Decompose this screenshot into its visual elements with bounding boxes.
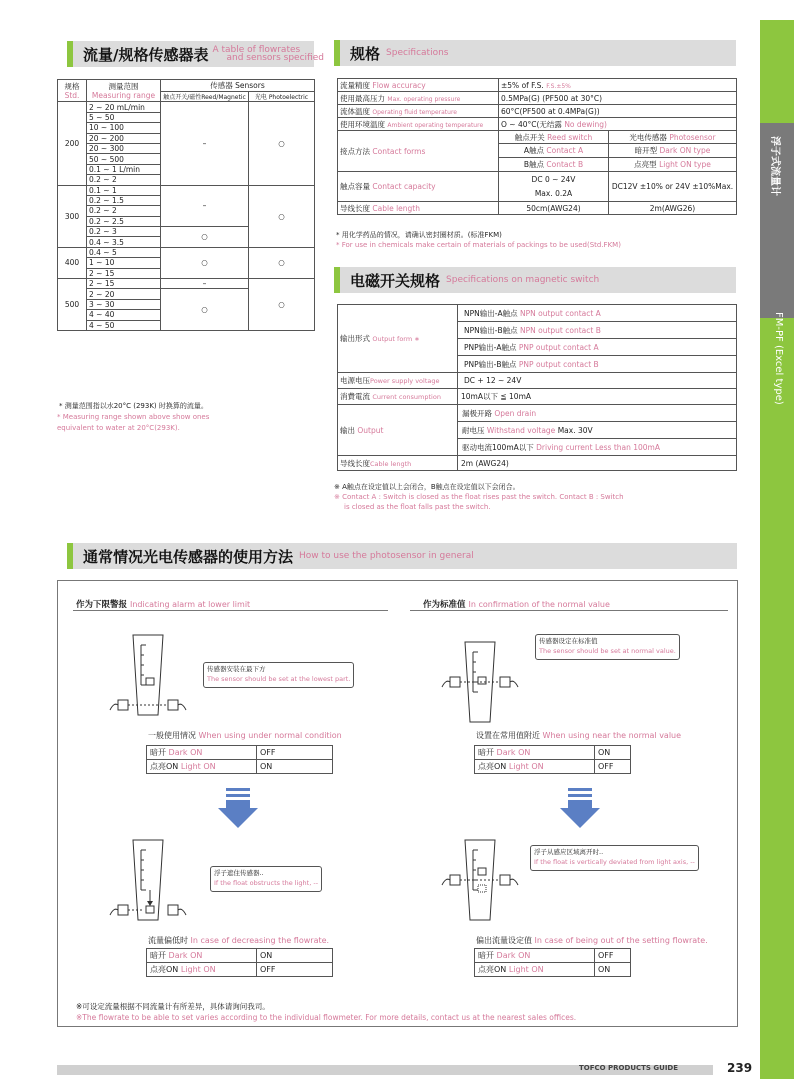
side-tab-en: FM-PF (Excel type) [773,312,784,405]
bottom-note-en: ※The flowrate to be able to set varies according to the individual flowmeter. For more details, contact us at the nearest sales offices. [76,1013,577,1022]
right-divider [410,610,728,611]
spec-table: 流量精度 Flow accuracy ±5% of F.S. F.S.±5% 使用最高压力 Max. operating pressure 0.5MPa(G) (PF500 at 30°C) 流体温度 Operating fluid temperature 60°C(PF500 at 0.4MPa(G)) 使用环境温度 Ambient operating temperature O ~ 40°C(无结露 No dewing) 接点方法 Contact forms 触点开关 Reed switch 光电传感器 Photosensor A触点 Contact A 暗开型 Dark ON type B触点 Contact B 点亮型 Light ON type 触点容量 Contact capacity DC 0 ~ 24V Max. 0.2A DC12V ±10% or 24V ±10%Max. 导线长度 Cable length 50cm(AWG24) 2m(AWG26) [337,78,737,215]
right-state-table-2: 暗开 Dark ON OFF 点亮ON Light ON ON [474,948,631,977]
flowrate-note-cn: * 测量范围指以水20°C (293K) 时换算的流量。 [59,402,208,410]
left-caption-1: 一般使用情况 When using under normal condition [148,731,342,740]
section-flowrate-title [67,41,324,67]
magnetic-table: 输出形式 Output form ∗ NPN输出-A触点 NPN output contact A NPN输出-B触点 NPN output contact B PNP输出-A触点 PNP output contact A PNP输出-B触点 PNP output contact B 电源电压Power supply voltage DC + 12 ~ 24V 消費電流 Current consumption 10mA以下 ≦ 10mA 输出 Output 漏极开路 Open drain 耐电压 Withstand voltage Max. 30V 驱动电流100mA以下 Driving current Less than 100mA 导线长度Cable length 2m (AWG24) [337,304,737,471]
right-callout-2: 浮子从感应区域离开时.. If the float is vertically deviated from light axis, -- [530,845,699,871]
section-magnetic-title: 电磁开关规格 Specifications on magnetic switch [334,267,736,293]
bottom-note-cn: ※可设定流量根据不同流量计有所差异，具体请询问我司。 [76,1002,270,1011]
right-caption-1: 设置在常用值附近 When using near the normal value [476,731,682,740]
flowmeter-diagram-4 [440,835,520,925]
left-divider [73,610,388,611]
side-tab-cn: 浮子式流量计 [769,136,780,196]
left-panel-title: 作为下限警报 Indicating alarm at lower limit [76,600,251,610]
mag-note-cn: ※ A触点在设定值以上会闭合，B触点在设定值以下会闭合。 [334,483,520,491]
flowmeter-diagram-3 [440,637,520,727]
section-photosensor-title: 通常情况光电传感器的使用方法 How to use the photosensor in general [67,543,737,569]
footer-guide: TOFCO PRODUCTS GUIDE [579,1064,679,1072]
right-panel-title: 作为标准值 In confirmation of the normal value [423,600,610,610]
section-title-cn: 流量/规格传感器表 [83,45,209,64]
flowrate-table: 规格 Std. 测量范围 Measuring range 传感器 Sensors 触点开关/磁性Reed/Magnetic 光电 Photoelectric 200 2 ~ 20 mL/min – ○ 5 ~ 50 10 ~ 100 20 ~ 200 20 ~ 300 50 ~ 500 0.1 ~ 1 L/min 0.2 ~ 2 300 0.1 ~ 1 – ○ 0.2 ~ 1.5 0.2 ~ 2 0.2 ~ 2.5 0.2 ~ 3 ○ 0.4 ~ 3.5 400 0.4 ~ 5 ○ ○ 1 ~ 10 2 ~ 15 500 2 ~ 15 – ○ 2 ~ 20 ○ 3 ~ 30 4 ~ 40 4 ~ 50 [57,79,315,331]
right-caption-2: 偏出流量设定值 In case of being out of the setting flowrate. [476,936,708,945]
page-number: 239 [727,1061,753,1075]
mag-note-en2: is closed as the float falls past the switch. [344,503,491,511]
mag-note-en1: ※ Contact A : Switch is closed as the float rises past the switch. Contact B : Switch [334,493,624,501]
right-callout-1: 传感器设定在标准值 The sensor should be set at normal value. [535,634,680,660]
down-arrow-left [218,788,258,830]
side-tab [760,20,794,1079]
spec-note-en: * For use in chemicals make certain of materials of packings to be used(Std.FKM) [336,241,621,249]
left-callout-1: 传感器安装在最下方 The sensor should be set at the lowest part. [203,662,354,688]
right-state-table-1: 暗开 Dark ON ON 点亮ON Light ON OFF [474,745,631,774]
spec-note-cn: * 用化学药品的情况，请确认密封圈材质。(标准FKM) [336,231,502,239]
flowmeter-diagram-2 [108,835,188,925]
left-caption-2: 流量偏低时 In case of decreasing the flowrate. [148,936,330,945]
section-title-en: A table of flowrates and sensors specified [212,45,324,63]
left-callout-2: 浮子遮住传感器.. If the float obstructs the light, -- [210,866,322,892]
flowrate-note-en1: * Measuring range shown above show ones [57,413,210,421]
flowmeter-diagram-1 [108,630,188,720]
flowrate-note-en2: equivalent to water at 20°C(293K). [57,424,180,432]
left-state-table-2: 暗开 Dark ON ON 点亮ON Light ON OFF [146,948,333,977]
section-spec-title: 规格 Specifications [334,40,736,66]
left-state-table-1: 暗开 Dark ON OFF 点亮ON Light ON ON [146,745,333,774]
down-arrow-right [560,788,600,830]
